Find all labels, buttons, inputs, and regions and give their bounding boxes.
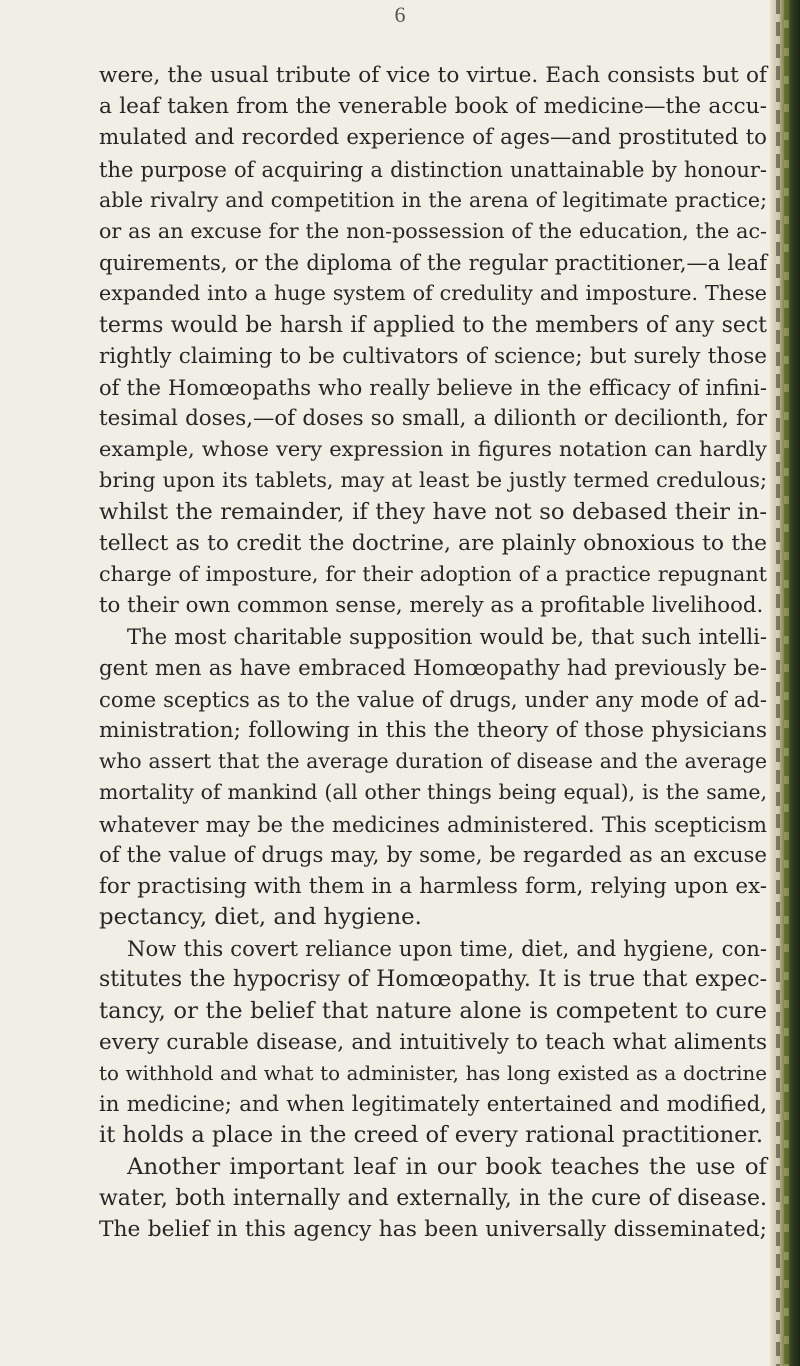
text-line: every curable disease, and intuitively to teach what aliments <box>99 1029 767 1055</box>
text-line: quirements, or the diploma of the regular practitioner,—a leaf <box>99 250 767 276</box>
text-line: tellect as to credit the doctrine, are plainly obnoxious to the <box>99 530 767 556</box>
text-line: a leaf taken from the venerable book of medicine—the accu- <box>99 94 767 120</box>
paragraph-end-line: pectancy, diet, and hygiene. <box>99 904 422 931</box>
text-line: expanded into a huge system of credulity and imposture. These <box>99 281 767 306</box>
text-line: who assert that the average duration of disease and the average <box>99 749 767 774</box>
text-line: stitutes the hypocrisy of Homœopathy. It is true that expec- <box>99 967 767 993</box>
text-line: whilst the remainder, if they have not so debased their in- <box>99 498 767 525</box>
text-line: in medicine; and when legitimately entertained and modified, <box>99 1092 767 1118</box>
text-line: rightly claiming to be cultivators of science; but surely those <box>99 343 767 369</box>
body-text <box>99 60 767 1245</box>
text-line: come sceptics as to the value of drugs, under any mode of ad- <box>99 686 767 712</box>
text-line: terms would be harsh if applied to the members of any sect <box>99 312 767 338</box>
text-line: water, both internally and externally, in the cure of disease. <box>99 1185 767 1211</box>
text-line: ministration; following in this the theory of those physicians <box>99 717 767 743</box>
text-line: example, whose very expression in figures notation can hardly <box>99 437 767 462</box>
paragraph-end-line: to their own common sense, merely as a profitable livelihood. <box>99 593 764 619</box>
page-number: 6 <box>394 2 406 27</box>
text-line: the purpose of acquiring a distinction unattainable by honour- <box>99 156 767 182</box>
text-line: tancy, or the belief that nature alone is competent to cure <box>99 997 767 1024</box>
paragraph-start-line: The most charitable supposition would be, that such intelli- <box>127 624 767 650</box>
text-line: able rivalry and competition in the arena of legitimate practice; <box>99 187 767 212</box>
text-line: of the value of drugs may, by some, be regarded as an excuse <box>99 842 767 868</box>
text-line: mortality of mankind (all other things being equal), is the same, <box>99 780 767 805</box>
text-line: were, the usual tribute of vice to virtue. Each consists but of <box>99 63 767 88</box>
text-line: bring upon its tablets, may at least be justly termed credulous; <box>99 468 767 493</box>
text-line: tesimal doses,—of doses so small, a dilionth or decilionth, for <box>99 406 767 432</box>
paragraph-start-line: Now this covert reliance upon time, diet, and hygiene, con- <box>127 936 767 962</box>
page-edge-scan-artifact <box>770 0 800 1366</box>
paragraph-end-line: it holds a place in the creed of every rational practitioner. <box>99 1122 764 1149</box>
text-line: for practising with them in a harmless form, relying upon ex- <box>99 873 767 899</box>
text-line: The belief in this agency has been universally disseminated; <box>99 1216 767 1242</box>
text-line: or as an excuse for the non-possession of the education, the ac- <box>99 218 767 243</box>
text-line: mulated and recorded experience of ages—and prostituted to <box>99 125 767 151</box>
paragraph-start-line: Another important leaf in our book teaches the use of <box>127 1153 767 1180</box>
text-line: whatever may be the medicines administered. This scepticism <box>99 811 767 837</box>
text-line: of the Homœopaths who really believe in the efficacy of infini- <box>99 374 767 400</box>
text-line: charge of imposture, for their adoption of a practice repugnant <box>99 562 767 586</box>
text-line: to withhold and what to administer, has long existed as a doctrine <box>99 1062 767 1085</box>
text-line: gent men as have embraced Homœopathy had previously be- <box>99 655 767 681</box>
